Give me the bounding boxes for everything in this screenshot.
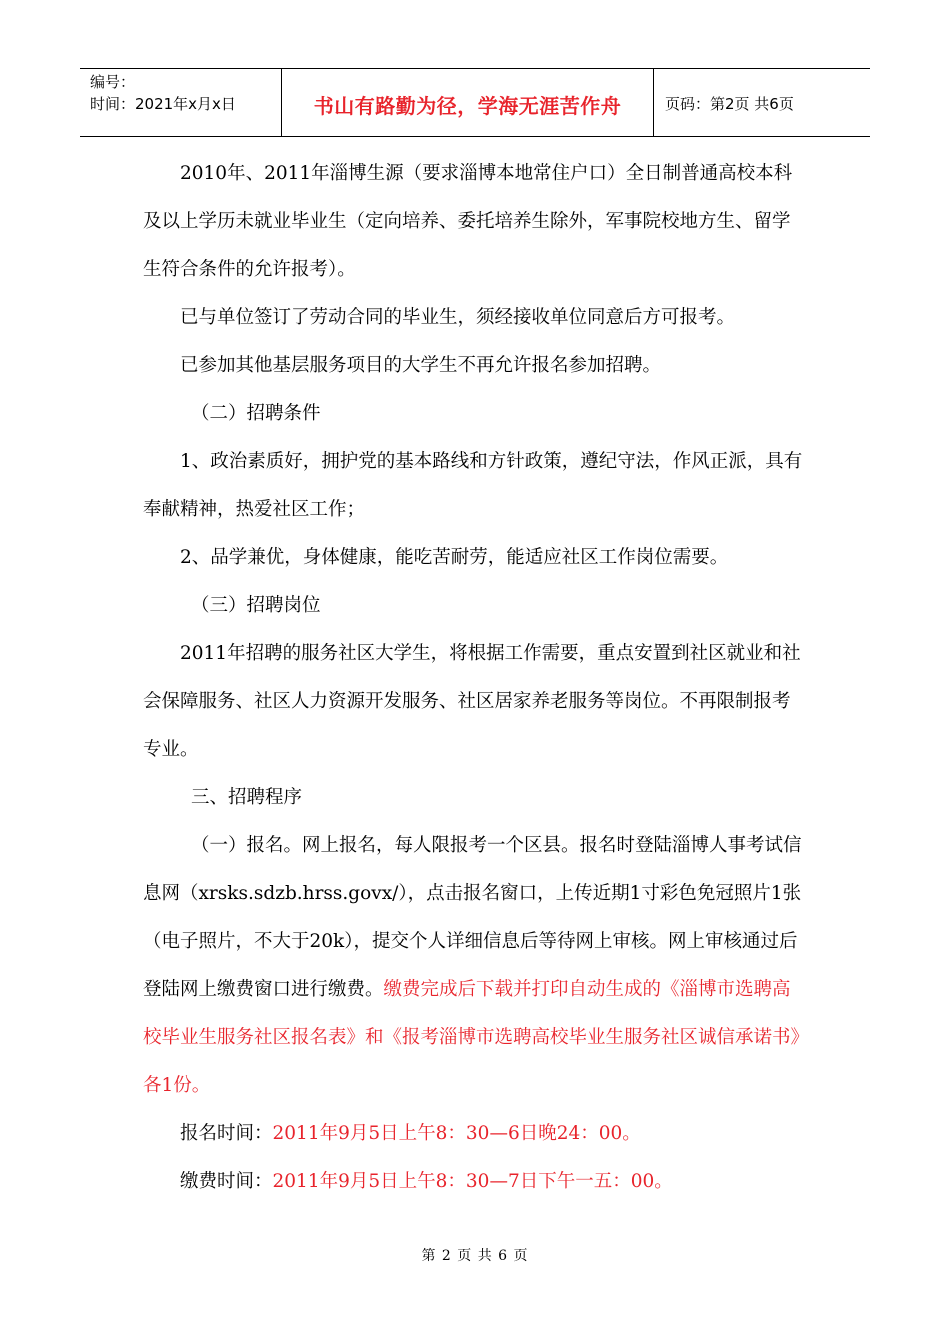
document-body xyxy=(143,150,807,1206)
positions-paragraph: 2011年招聘的服务社区大学生，将根据工作需要，重点安置到社区就业和社会保障服务、社区人力资源开发服务、社区居家养老服务等岗位。不再限制报考专业。 xyxy=(143,643,801,760)
document-header xyxy=(80,68,870,137)
number-label: 编号： xyxy=(90,73,136,91)
header-motto: 书山有路勤为径，学海无涯苦作舟 xyxy=(313,94,622,118)
registration-paragraph xyxy=(143,822,807,1110)
payment-time-value: 2011年9月5日上午8：30—7日下午一五：00。 xyxy=(272,1171,673,1192)
header-meta xyxy=(90,71,280,115)
registration-download-note: 缴费完成后下载并打印自动生成的《淄博市选聘高校毕业生服务社区报名表》和《报考淄博市选聘高校毕业生服务社区诚信承诺书》各1份。 xyxy=(143,979,800,1096)
positions-heading: （三）招聘岗位 xyxy=(191,595,321,616)
header-page-info: 页码：第2页 共6页 xyxy=(665,95,794,113)
registration-text: （一）报名。网上报名，每人限报考一个区县。报名时登陆淄博人事考试信息网（xrsks.sdzb.hrss.govx/），点击报名窗口，上传近期1寸彩色免冠照片1张（电子照片，不大于20k），提交个人详细信息后等待网上审核。网上审核通过后登陆网上缴费窗口进行缴费。 xyxy=(143,835,802,1000)
registration-time xyxy=(143,1110,807,1158)
conditions-heading: （二）招聘条件 xyxy=(191,403,321,424)
procedure-heading: 三、招聘程序 xyxy=(191,787,303,808)
time-label: 时间：2021年x月x日 xyxy=(90,95,236,113)
condition-item: 2、品学兼优，身体健康，能吃苦耐劳，能适应社区工作岗位需要。 xyxy=(180,547,729,568)
payment-time-label: 缴费时间： xyxy=(180,1171,273,1192)
registration-time-label: 报名时间： xyxy=(180,1123,273,1144)
registration-time-value: 2011年9月5日上午8：30—6日晚24：00。 xyxy=(272,1123,641,1144)
other-project-paragraph: 已参加其他基层服务项目的大学生不再允许报名参加招聘。 xyxy=(180,355,662,376)
condition-item: 1、政治素质好，拥护党的基本路线和方针政策，遵纪守法，作风正派，具有奉献精神，热爱社区工作； xyxy=(143,451,803,520)
payment-time xyxy=(143,1158,807,1206)
page-footer: 第 2 页 共 6 页 xyxy=(421,1248,529,1264)
eligibility-paragraph: 2010年、2011年淄博生源（要求淄博本地常住户口）全日制普通高校本科及以上学历未就业毕业生（定向培养、委托培养生除外，军事院校地方生、留学生符合条件的允许报考）。 xyxy=(143,163,793,280)
contract-paragraph: 已与单位签订了劳动合同的毕业生，须经接收单位同意后方可报考。 xyxy=(180,307,736,328)
header-divider xyxy=(653,69,654,136)
